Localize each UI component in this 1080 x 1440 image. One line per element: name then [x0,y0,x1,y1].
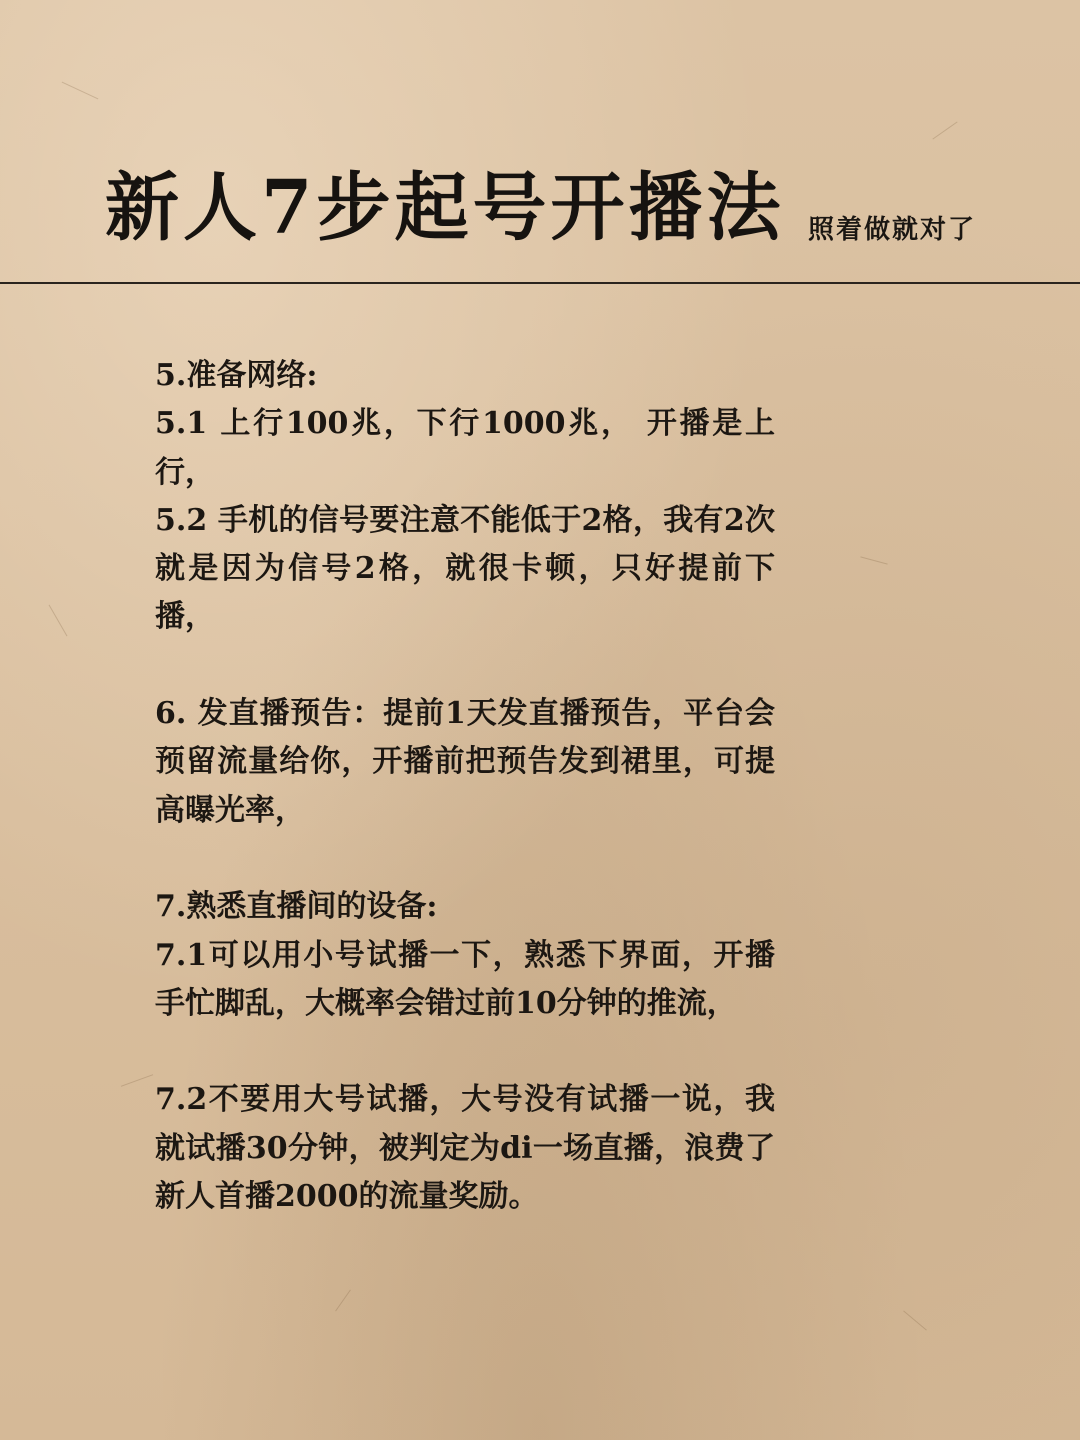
section-5 [155,352,775,642]
article-body [155,352,775,1221]
section-7 [155,883,775,1221]
paper-fiber [121,1074,153,1087]
section-6 [155,690,775,835]
paragraph: 7.1可以用小号试播一下，熟悉下界面，开播手忙脚乱，大概率会错过前10分钟的推流， [155,937,775,1021]
paragraph: 5.1 上行100兆，下行1000兆， 开播是上行， [155,406,775,490]
paper-fiber [860,556,887,564]
page-title: 新人7步起号开播法 [105,165,785,251]
paragraph: 7.2不要用大号试播，大号没有试播一说，我就试播30分钟，被判定为di一场直播，浪费了新人首播2000的流量奖励。 [155,1082,775,1215]
paper-fiber [335,1290,351,1312]
spacer [155,1028,775,1076]
paper-fiber [49,605,68,637]
page-header [0,0,1080,285]
paragraph: 6. 发直播预告：提前1天发直播预告，平台会预留流量给你，开播前把预告发到裙里，可提高曝光率， [155,696,775,828]
spacer [155,835,775,883]
spacer [155,642,775,690]
header-divider [0,282,1080,284]
section-heading: 5.准备网络: [155,358,318,393]
paragraph: 5.2 手机的信号要注意不能低于2格，我有2次就是因为信号2格，就很卡顿，只好提前下播， [155,502,775,635]
section-heading: 7.熟悉直播间的设备: [155,889,438,925]
paper-fiber [903,1310,927,1330]
page-subtitle: 照着做就对了 [808,215,977,245]
